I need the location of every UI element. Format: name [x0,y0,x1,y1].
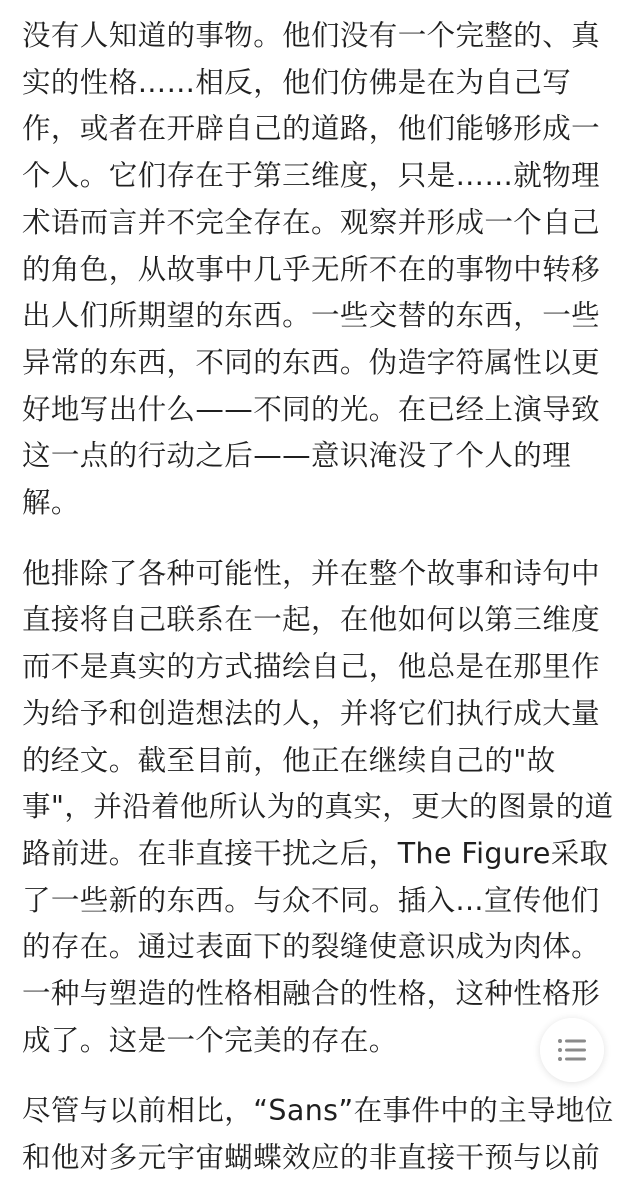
article-paragraph-1: 没有人知道的事物。他们没有一个完整的、真 实的性格……相反，他们仿佛是在为自己写 作，或者在开辟自己的道路，他们能够形成一 个人。它们存在于第三维度，只是……就物理 术语而言并不完全存在。观察并形成一个自己 的角色，从故事中几乎无所不在的事物中转移 出人们所期望的东西。一些交替的东西，一些 异常的东西，不同的东西。伪造字符属性以更 好地写出什么——不同的光。在已经上演导致 这一点的行动之后——意识淹没了个人的理 解。 [22,19,601,520]
floating-menu-button[interactable] [540,1018,604,1082]
article-body [22,0,622,1182]
article-paragraph-3: 尽管与以前相比，“Sans”在事件中的主导地位 和他对多元宇宙蝴蝶效应的非直接干预与以前 [22,1094,614,1175]
article-paragraph-2: 他排除了各种可能性，并在整个故事和诗句中 直接将自己联系在一起，在他如何以第三维度 而不是真实的方式描绘自己，他总是在那里作 为给予和创造想法的人，并将它们执行成大量 的经文。截至目前，他正在继续自己的"故 事"，并沿着他所认为的真实，更大的图景的道 路前进。在非直接干扰之后，The Figure采取 了一些新的东西。与众不同。插入...宣传他们 的存在。通过表面下的裂缝使意识成为肉体。 一种与塑造的性格相融合的性格，这种性格形 成了。这是一个完美的存在。 [22,556,614,1057]
list-menu-icon [557,1038,587,1062]
